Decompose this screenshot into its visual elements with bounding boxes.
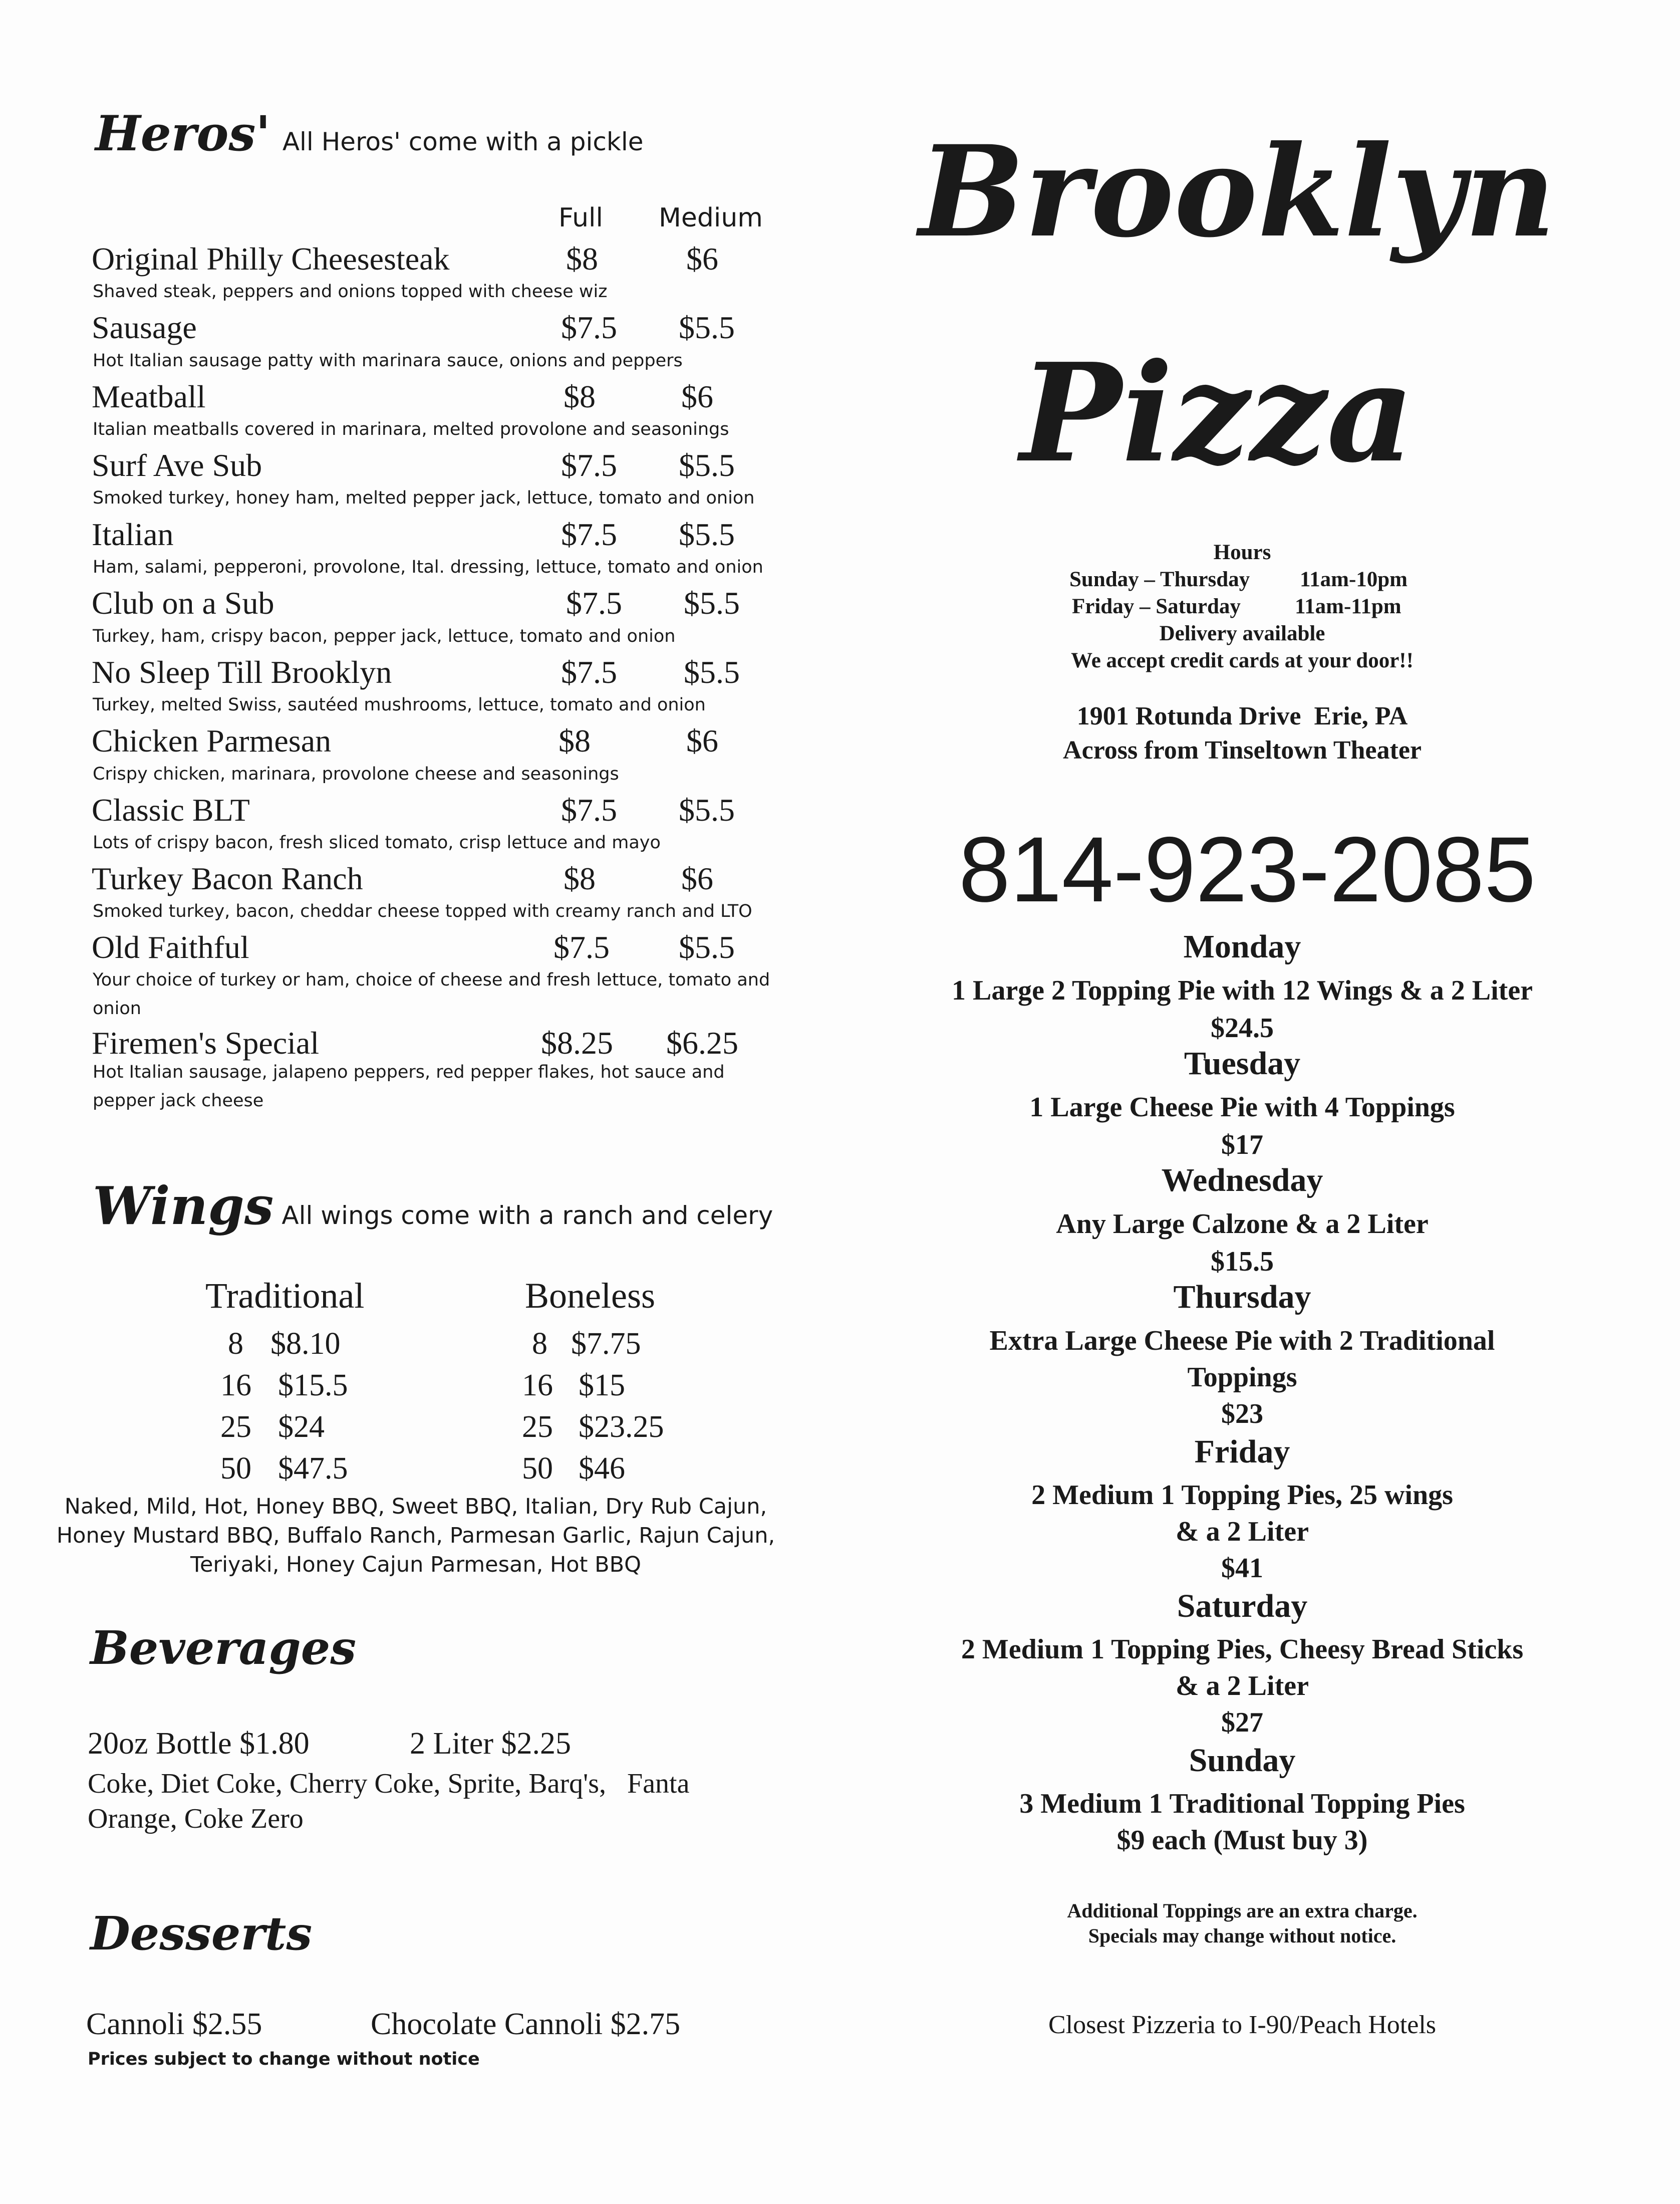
traditional-label: Traditional <box>205 1276 365 1316</box>
special-price: $17 <box>1221 1129 1263 1160</box>
hero-price-full: $7.5 <box>561 310 617 345</box>
hero-price-full: $8.25 <box>541 1025 613 1061</box>
hero-desc: Lots of crispy bacon, fresh sliced tomato, crisp lettuce and mayo <box>93 833 661 853</box>
special-price: $24.5 <box>1211 1013 1274 1044</box>
special-description: 2 Medium 1 Topping Pies, Cheesy Bread Sticks <box>961 1634 1524 1665</box>
address: 1901 Rotunda Drive Erie, PA <box>1076 702 1408 730</box>
special-description-continued: Toppings <box>1187 1362 1297 1393</box>
dessert-cannoli: Cannoli $2.55 <box>86 2007 262 2041</box>
hero-price-medium: $6 <box>686 241 718 277</box>
brand-line-2: Pizza <box>1020 333 1415 493</box>
hero-desc: Shaved steak, peppers and onions topped with cheese wiz <box>93 282 608 302</box>
hero-desc: Ham, salami, pepperoni, provolone, Ital. dressing, lettuce, tomato and onion <box>93 557 763 577</box>
hero-desc: Crispy chicken, marinara, provolone cheese and seasonings <box>93 764 619 784</box>
hero-price-medium: $6 <box>686 723 718 759</box>
heros-heading <box>95 105 643 162</box>
hero-price-medium: $5.5 <box>684 585 740 621</box>
hero-price-full: $7.5 <box>561 654 617 690</box>
hero-name: Sausage <box>92 310 197 345</box>
wing-flavors: Naked, Mild, Hot, Honey BBQ, Sweet BBQ, Italian, Dry Rub Cajun, Honey Mustard BBQ, Buffalo Ranch, Parmesan Garlic, Rajun Cajun, Teriyaki, Honey Cajun Parmesan, Hot BBQ <box>56 1494 775 1577</box>
phone-number[interactable]: 814-923-2085 <box>958 818 1536 921</box>
hero-desc: Turkey, melted Swiss, sautéed mushrooms, lettuce, tomato and onion <box>93 695 706 715</box>
hero-name: No Sleep Till Brooklyn <box>92 654 392 690</box>
special-description: Any Large Calzone & a 2 Liter <box>1056 1208 1429 1240</box>
hero-price-medium: $5.5 <box>684 654 740 690</box>
wing-price: $23.25 <box>579 1410 664 1444</box>
hero-desc-continued: onion <box>93 999 141 1019</box>
beverage-liter: 2 Liter $2.25 <box>410 1727 571 1761</box>
hero-price-full: $7.5 <box>566 585 622 621</box>
heros-note: All Heros' come with a pickle <box>282 127 644 156</box>
hours-days-1: Sunday – Thursday <box>1069 568 1250 591</box>
hours-label: Hours <box>1213 541 1271 564</box>
wing-count: 8 <box>532 1327 547 1361</box>
hero-name: Old Faithful <box>92 929 249 965</box>
hero-price-medium: $5.5 <box>679 447 735 483</box>
special-day: Friday <box>1194 1433 1290 1470</box>
special-day: Saturday <box>1177 1588 1308 1624</box>
hero-price-full: $7.5 <box>561 517 617 552</box>
hero-price-full: $8 <box>564 379 596 414</box>
hero-name: Classic BLT <box>92 792 250 828</box>
special-price: $15.5 <box>1211 1246 1274 1277</box>
hero-desc: Hot Italian sausage patty with marinara sauce, onions and peppers <box>93 351 683 371</box>
special-price: $41 <box>1221 1553 1263 1584</box>
desserts-title: Desserts <box>90 1906 313 1961</box>
wing-price: $15 <box>579 1368 625 1402</box>
wings-title: Wings <box>93 1175 274 1237</box>
special-description: 1 Large Cheese Pie with 4 Toppings <box>1029 1092 1455 1123</box>
special-description-continued: & a 2 Liter <box>1176 1670 1309 1701</box>
hero-name: Turkey Bacon Ranch <box>92 861 363 896</box>
price-disclaimer: Prices subject to change without notice <box>88 2049 480 2069</box>
col-full-label: Full <box>558 203 603 233</box>
toppings-notice: Additional Toppings are an extra charge. <box>1067 1899 1418 1922</box>
hero-price-full: $8 <box>566 241 598 277</box>
wings-note: All wings come with a ranch and celery <box>282 1201 773 1230</box>
wing-count: 50 <box>522 1451 553 1486</box>
special-day: Thursday <box>1173 1279 1311 1315</box>
hero-price-medium: $6 <box>681 861 713 896</box>
hero-name: Surf Ave Sub <box>92 447 262 483</box>
hero-price-full: $7.5 <box>561 792 617 828</box>
heros-title: Heros' <box>95 105 270 162</box>
hero-price-medium: $5.5 <box>679 792 735 828</box>
hero-price-full: $7.5 <box>553 929 610 965</box>
special-day: Tuesday <box>1184 1045 1301 1082</box>
special-day: Monday <box>1183 928 1301 965</box>
closest-pizzeria-note: Closest Pizzeria to I-90/Peach Hotels <box>1048 2011 1437 2039</box>
hero-name: Club on a Sub <box>92 585 274 621</box>
wing-count: 25 <box>522 1410 553 1444</box>
hero-desc-continued: pepper jack cheese <box>93 1091 264 1111</box>
landmark: Across from Tinseltown Theater <box>1063 736 1422 765</box>
beverage-bottle: 20oz Bottle $1.80 <box>88 1727 310 1761</box>
hero-desc: Smoked turkey, bacon, cheddar cheese topped with creamy ranch and LTO <box>93 901 752 921</box>
special-description-continued: & a 2 Liter <box>1176 1516 1309 1547</box>
dessert-chocolate-cannoli: Chocolate Cannoli $2.75 <box>371 2007 681 2041</box>
wing-count: 16 <box>220 1368 251 1402</box>
wing-count: 8 <box>228 1327 243 1361</box>
hero-price-medium: $6.25 <box>666 1025 738 1061</box>
special-description: Extra Large Cheese Pie with 2 Traditional <box>989 1325 1495 1356</box>
special-day: Sunday <box>1189 1742 1296 1779</box>
hours-time-2: 11am-11pm <box>1295 595 1402 618</box>
hero-desc: Your choice of turkey or ham, choice of cheese and fresh lettuce, tomato and <box>93 970 770 990</box>
hero-price-medium: $5.5 <box>679 517 735 552</box>
wing-price: $47.5 <box>278 1451 348 1486</box>
hero-name: Italian <box>92 517 174 552</box>
hero-price-medium: $6 <box>681 379 713 414</box>
wing-count: 50 <box>220 1451 251 1486</box>
hero-name: Meatball <box>92 379 206 414</box>
hero-desc: Turkey, ham, crispy bacon, pepper jack, lettuce, tomato and onion <box>93 626 676 646</box>
hero-name: Firemen's Special <box>92 1025 320 1061</box>
hero-desc: Italian meatballs covered in marinara, melted provolone and seasonings <box>93 419 729 439</box>
wing-price: $46 <box>579 1451 625 1486</box>
hero-price-full: $8 <box>558 723 591 759</box>
special-day: Wednesday <box>1161 1162 1323 1198</box>
hero-name: Chicken Parmesan <box>92 723 332 759</box>
special-price: $23 <box>1221 1398 1263 1429</box>
special-price: $27 <box>1221 1707 1263 1738</box>
beverages-title: Beverages <box>90 1621 357 1675</box>
special-description: 1 Large 2 Topping Pie with 12 Wings & a 2 Liter <box>951 975 1533 1006</box>
col-medium-label: Medium <box>659 203 763 233</box>
hero-price-full: $7.5 <box>561 447 617 483</box>
wings-heading <box>93 1175 773 1237</box>
hero-desc: Hot Italian sausage, jalapeno peppers, red pepper flakes, hot sauce and <box>93 1062 725 1082</box>
wing-price: $8.10 <box>270 1327 341 1361</box>
delivery-note: Delivery available <box>1159 622 1325 645</box>
hours-time-1: 11am-10pm <box>1300 568 1408 591</box>
beverage-flavors: Coke, Diet Coke, Cherry Coke, Sprite, Barq's, Fanta <box>88 1768 690 1799</box>
hero-desc: Smoked turkey, honey ham, melted pepper jack, lettuce, tomato and onion <box>93 488 755 508</box>
wing-price: $7.75 <box>571 1327 641 1361</box>
wing-count: 25 <box>220 1410 251 1444</box>
hours-days-2: Friday – Saturday <box>1072 595 1241 618</box>
brand-line-1: Brooklyn <box>919 118 1556 265</box>
credit-cards-note: We accept credit cards at your door!! <box>1071 649 1414 672</box>
wing-price: $24 <box>278 1410 325 1444</box>
hero-price-medium: $5.5 <box>679 929 735 965</box>
special-description: 2 Medium 1 Topping Pies, 25 wings <box>1031 1480 1453 1511</box>
beverage-flavors-continued: Orange, Coke Zero <box>88 1803 304 1834</box>
special-description: 3 Medium 1 Traditional Topping Pies <box>1019 1788 1465 1819</box>
specials-notice: Specials may change without notice. <box>1088 1924 1396 1947</box>
boneless-label: Boneless <box>525 1276 655 1316</box>
wing-count: 16 <box>522 1368 553 1402</box>
special-price: $9 each (Must buy 3) <box>1116 1825 1368 1856</box>
hero-price-medium: $5.5 <box>679 310 735 345</box>
hero-name: Original Philly Cheesesteak <box>92 241 450 277</box>
hero-price-full: $8 <box>564 861 596 896</box>
wing-price: $15.5 <box>278 1368 348 1402</box>
